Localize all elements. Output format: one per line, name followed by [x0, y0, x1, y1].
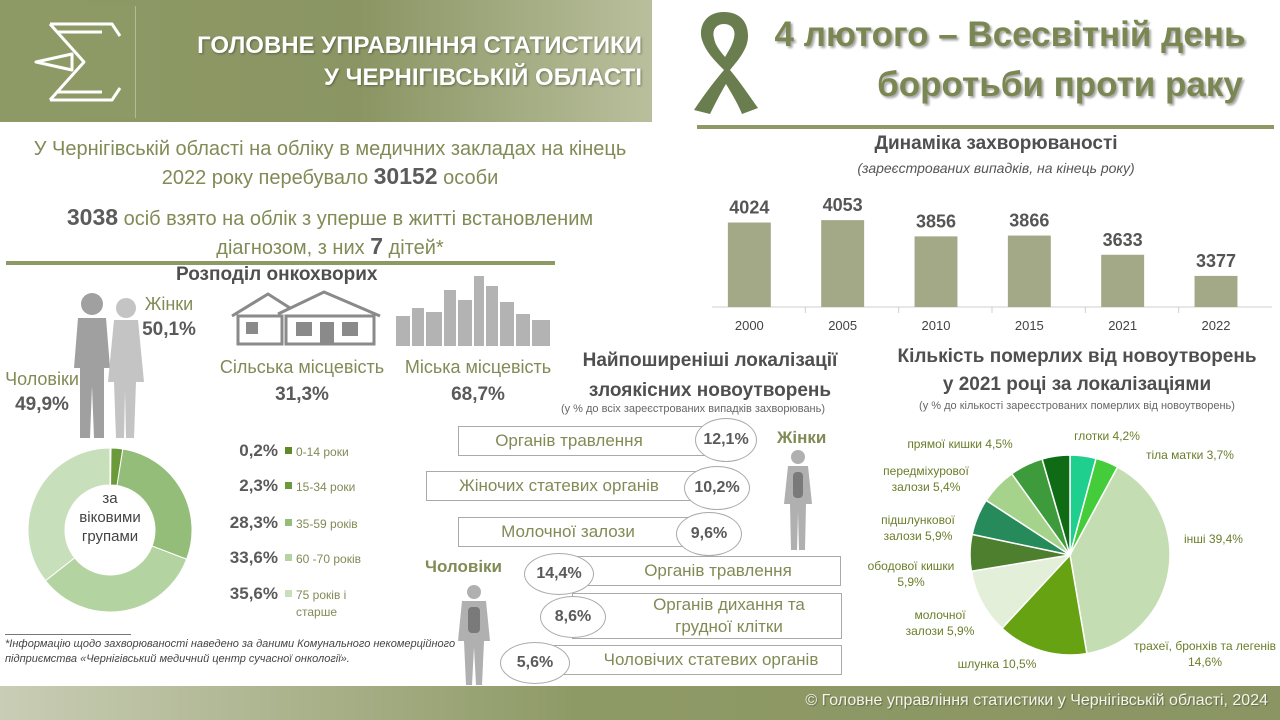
women-value: 50,1%: [142, 319, 196, 340]
registered-count: 30152: [373, 163, 438, 189]
age-group-label: 60 -70 років: [296, 552, 361, 566]
female-body-icon: [778, 448, 818, 557]
women-loc-3-label: Молочної залози: [501, 522, 635, 541]
age-group-label: 15-34 роки: [296, 480, 356, 494]
men-loc-3-pct: 5,6%: [500, 642, 570, 684]
pie-label-breast: [900, 607, 980, 639]
age-group-label: 35-59 років: [296, 517, 358, 531]
pie-label-other: інші 39,4%: [1184, 532, 1243, 546]
bar-value-label: 4053: [822, 195, 863, 216]
men-label: Чоловіки: [5, 369, 79, 389]
women-loc-2-pct: 10,2%: [684, 466, 750, 510]
age-group-label: 0-14 роки: [296, 445, 349, 459]
ribbon-icon: [684, 4, 764, 121]
dynamics-title: Динаміка захворюваності: [874, 133, 1118, 154]
men-loc-2-box: [572, 593, 842, 639]
age-legend-swatch: [285, 447, 292, 454]
men-loc-1-box: [555, 556, 841, 586]
age-group-pct: 35,6%: [229, 584, 278, 603]
bar-2000: [728, 223, 771, 307]
footer-copyright: © Головне управління статистики у Чернігівській області, 2024: [805, 692, 1268, 709]
pie-label-pancreas-text: підшлункової залози 5,9%: [881, 513, 955, 543]
urban-value: 68,7%: [451, 384, 505, 405]
men-loc-1-pct: 14,4%: [524, 553, 594, 595]
age-legend-swatch: [285, 482, 292, 489]
bar-category-label: 2015: [1014, 318, 1044, 333]
age-legend-swatch: [285, 519, 292, 526]
loc-women-label: Жінки: [777, 428, 827, 447]
bar-category-label: 2022: [1201, 318, 1231, 333]
men-loc-3-box: [530, 645, 842, 675]
bar-category-label: 2021: [1108, 318, 1138, 333]
summary-text: осіб взято на облік з уперше в житті встановленим діагнозом, з них: [118, 208, 594, 259]
women-loc-2-box: [426, 471, 708, 501]
localizations-title: [558, 346, 862, 406]
bar-2005: [821, 220, 864, 307]
city-icon: [394, 272, 554, 351]
org-title-line2: У ЧЕРНІГІВСЬКІЙ ОБЛАСТІ: [324, 64, 642, 91]
dynamics-subtitle: (зареєстрованих випадків, на кінець року): [857, 160, 1135, 176]
men-loc-3-label: Чоловічих статевих органів: [603, 650, 819, 669]
bar-value-label: 3866: [1009, 210, 1050, 231]
distribution-title: Розподіл онкохворих: [176, 264, 378, 285]
bar-value-label: 3377: [1195, 250, 1237, 271]
children-count: 7: [370, 233, 383, 259]
bar-value-label: 3856: [915, 211, 957, 232]
deaths-pie-chart: [960, 445, 1180, 665]
age-group-pct: 33,6%: [229, 548, 278, 567]
pie-label-stomach: шлунка 10,5%: [957, 657, 1037, 671]
pie-label-uterus: тіла матки 3,7%: [1146, 448, 1234, 462]
localizations-subtitle: (у % до всіх зареєстрованих випадків захворювань): [560, 403, 826, 415]
event-title-line2: боротьби проти раку: [877, 65, 1243, 104]
logo: [12, 6, 136, 118]
women-loc-1-label: Органів травлення: [495, 431, 643, 450]
loc-men-label: Чоловіки: [425, 557, 502, 576]
summary-text: дітей*: [383, 237, 444, 259]
footnote-rule: [5, 634, 131, 635]
age-group-pct: 0,2%: [239, 441, 278, 460]
dynamics-bar-chart: [712, 180, 1272, 340]
pie-label-prostate-text: передміхурової залози 5,4%: [883, 464, 969, 494]
bar-value-label: 4024: [729, 197, 770, 218]
pie-label-colon: [866, 558, 956, 590]
event-title-line1: 4 лютого – Всесвітній день: [774, 15, 1246, 54]
men-value: 49,9%: [15, 394, 69, 415]
age-group-label: 75 років і старше: [296, 588, 347, 619]
age-group-pct: 28,3%: [229, 513, 278, 532]
bar-category-label: 2000: [734, 318, 764, 333]
age-legend-swatch: [285, 590, 292, 597]
summary-registered: [20, 136, 640, 192]
women-loc-3-box: [458, 517, 708, 547]
pie-label-colon-text: ободової кишки 5,9%: [867, 559, 955, 589]
pie-label-rectum: прямої кишки 4,5%: [907, 437, 1013, 451]
age-legend-swatch: [285, 554, 292, 561]
deaths-title-line1: Кількість померлих від новоутворень: [897, 346, 1257, 367]
bar-value-label: 3633: [1102, 229, 1143, 250]
bar-2022: [1195, 276, 1238, 307]
summary-text: У Чернігівській області на обліку в медичних закладах на кінець 2022 року перебувало: [33, 138, 627, 189]
localizations-title-line2: злоякісних новоутворень: [588, 380, 832, 401]
pie-label-pharynx: глотки 4,2%: [1074, 429, 1140, 443]
men-loc-1-label: Органів травлення: [644, 561, 792, 580]
summary-text: особи: [437, 167, 499, 189]
pie-label-lungs-text: трахеї, бронхів та легенів 14,6%: [1133, 639, 1277, 669]
deaths-title: [870, 343, 1280, 399]
pie-label-lungs: [1130, 638, 1280, 670]
new-cases-count: 3038: [66, 204, 119, 230]
pie-label-pancreas: [866, 512, 970, 544]
women-loc-3-pct: 9,6%: [676, 512, 742, 556]
bar-category-label: 2010: [921, 318, 951, 333]
pie-label-prostate: [866, 463, 986, 495]
divider-right: [697, 125, 1274, 129]
org-title: [150, 30, 642, 94]
deaths-subtitle: (у % до кількості зареєстрованих померлих від новоутворень): [919, 400, 1235, 412]
women-loc-2-label: Жіночих статевих органів: [459, 476, 659, 495]
event-title: [760, 10, 1260, 110]
urban-label: Міська місцевість: [404, 357, 552, 377]
footnote: *Інформацію щодо захворюваності наведено за даними Комунального некомерційного підприємства «Чернігівський медичний центр сучасної онкології».: [5, 638, 456, 665]
donut-center-label: за віковими групами: [79, 490, 141, 545]
women-loc-1-pct: 12,1%: [695, 418, 757, 462]
age-group-pct: 2,3%: [239, 476, 278, 495]
women-loc-1-box: [458, 426, 720, 456]
men-loc-2-label: Органів дихання та грудної клітки: [653, 595, 805, 636]
bar-2015: [1008, 236, 1051, 307]
pie-label-breast-text: молочної залози 5,9%: [905, 608, 975, 638]
localizations-title-line1: Найпоширеніші локалізації: [582, 350, 838, 371]
org-title-line1: ГОЛОВНЕ УПРАВЛІННЯ СТАТИСТИКИ: [197, 32, 642, 59]
rural-label: Сільська місцевість: [219, 357, 385, 377]
bar-2010: [915, 236, 958, 307]
bar-category-label: 2005: [828, 318, 858, 333]
men-loc-2-pct: 8,6%: [540, 596, 606, 638]
house-icon: [228, 290, 383, 351]
women-label: Жінки: [144, 294, 194, 314]
deaths-title-line2: у 2021 році за локалізаціями: [942, 374, 1212, 395]
bar-2021: [1101, 255, 1144, 307]
rural-value: 31,3%: [275, 384, 329, 405]
summary-new-cases: [20, 204, 640, 262]
